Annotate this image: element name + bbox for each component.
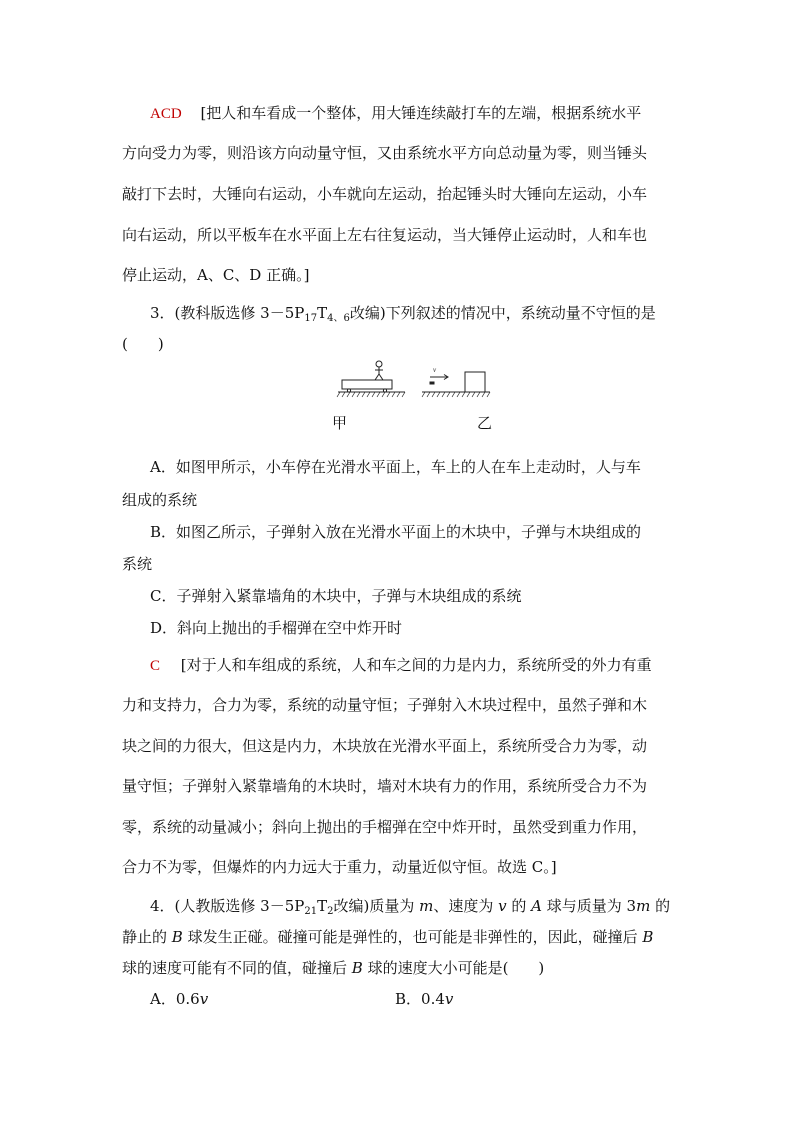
option-c: C．子弹射入紧靠墙角的木块中，子弹与木块组成的系统 bbox=[150, 587, 522, 605]
variable: A bbox=[531, 897, 542, 915]
question-4-stem bbox=[150, 896, 670, 916]
option-text: B．0.4 bbox=[395, 990, 445, 1008]
figure-b-block bbox=[422, 372, 490, 397]
question-text: 静止的 bbox=[122, 928, 172, 946]
subscript: 4、6 bbox=[327, 313, 350, 324]
source-text: (人教版选修 3－5P bbox=[174, 897, 305, 915]
question-text: 改编)质量为 bbox=[333, 897, 420, 915]
explanation-line: 向右运动，所以平板车在水平面上左右往复运动，当大锤停止运动时，人和车也 bbox=[122, 226, 648, 244]
variable: v bbox=[199, 990, 209, 1008]
question-4-line2 bbox=[122, 927, 653, 947]
figure bbox=[330, 352, 500, 430]
option-b bbox=[395, 989, 453, 1009]
question-text: 、速度为 bbox=[433, 897, 499, 915]
explanation-line: 零，系统的动量减小；斜向上抛出的手榴弹在空中炸开时，虽然受到重力作用， bbox=[122, 818, 648, 836]
question-text: 改编)下列叙述的情况中，系统动量不守恒的是 bbox=[349, 304, 656, 322]
source-text: T bbox=[317, 897, 328, 915]
question-text: 球的速度可能有不同的值，碰撞后 bbox=[122, 959, 352, 977]
subscript: 17 bbox=[304, 313, 318, 324]
question-text: 的 bbox=[650, 897, 671, 915]
explanation-line: 停止运动，A、C、D 正确。] bbox=[122, 266, 310, 284]
variable: m bbox=[636, 897, 651, 915]
explanation-text: [把人和车看成一个整体，用大锤连续敲打车的左端，根据系统水平 bbox=[200, 104, 642, 122]
figure-diagram bbox=[330, 352, 500, 402]
option-d: D．斜向上抛出的手榴弹在空中炸开时 bbox=[150, 619, 403, 637]
variable: B bbox=[351, 959, 363, 977]
question-text: 球的速度大小可能是( ) bbox=[362, 959, 545, 977]
option-a: A．如图甲所示，小车停在光滑水平面上，车上的人在车上走动时，人与车 bbox=[150, 458, 641, 476]
question-4-line3 bbox=[122, 958, 544, 978]
answer-label: ACD bbox=[150, 106, 182, 122]
option-b-continued: 系统 bbox=[122, 555, 153, 573]
question-text: 球与质量为 3 bbox=[542, 897, 637, 915]
question-text: 的 bbox=[506, 897, 532, 915]
question-text: 球发生正碰。碰撞可能是弹性的，也可能是非弹性的，因此，碰撞后 bbox=[182, 928, 643, 946]
variable: v bbox=[444, 990, 454, 1008]
variable: B bbox=[171, 928, 183, 946]
option-a bbox=[150, 989, 208, 1009]
figure-a-cart bbox=[337, 361, 405, 397]
explanation-text: [对于人和车组成的系统，人和车之间的力是内力，系统所受的外力有重 bbox=[180, 656, 652, 674]
subscript: 2 bbox=[327, 906, 334, 917]
explanation-line: 量守恒；子弹射入紧靠墙角的木块时，墙对木块有力的作用，系统所受合力不为 bbox=[122, 777, 648, 795]
velocity-label: v bbox=[433, 366, 437, 374]
explanation-line: 合力不为零，但爆炸的内力远大于重力，动量近似守恒。故选 C。] bbox=[122, 858, 557, 876]
question-number: 3． bbox=[150, 304, 175, 322]
variable: m bbox=[419, 897, 434, 915]
source-text: (教科版选修 3－5P bbox=[174, 304, 305, 322]
answer-text-line bbox=[150, 103, 641, 124]
explanation-line: 块之间的力很大，但这是内力，木块放在光滑水平面上，系统所受合力为零，动 bbox=[122, 737, 648, 755]
option-text: A．0.6 bbox=[150, 990, 200, 1008]
source-text: T bbox=[317, 304, 328, 322]
question-3-stem bbox=[150, 303, 656, 323]
subscript: 21 bbox=[304, 906, 318, 917]
answer-bracket: ( ) bbox=[122, 335, 164, 353]
option-b: B．如图乙所示，子弹射入放在光滑水平面上的木块中，子弹与木块组成的 bbox=[150, 523, 642, 541]
answer-label: C bbox=[150, 658, 161, 674]
figure-a-label: 甲 bbox=[332, 414, 348, 432]
option-a-continued: 组成的系统 bbox=[122, 491, 198, 509]
figure-b-label: 乙 bbox=[477, 414, 493, 432]
question-number: 4． bbox=[150, 897, 175, 915]
explanation-line: 敲打下去时，大锤向右运动，小车就向左运动，抬起锤头时大锤向左运动，小车 bbox=[122, 185, 648, 203]
explanation-line: 力和支持力，合力为零，系统的动量守恒；子弹射入木块过程中，虽然子弹和木 bbox=[122, 696, 648, 714]
variable: v bbox=[498, 897, 507, 915]
answer-text-line bbox=[150, 655, 652, 676]
explanation-line: 方向受力为零，则沿该方向动量守恒，又由系统水平方向总动量为零，则当锤头 bbox=[122, 144, 648, 162]
variable: B bbox=[642, 928, 654, 946]
